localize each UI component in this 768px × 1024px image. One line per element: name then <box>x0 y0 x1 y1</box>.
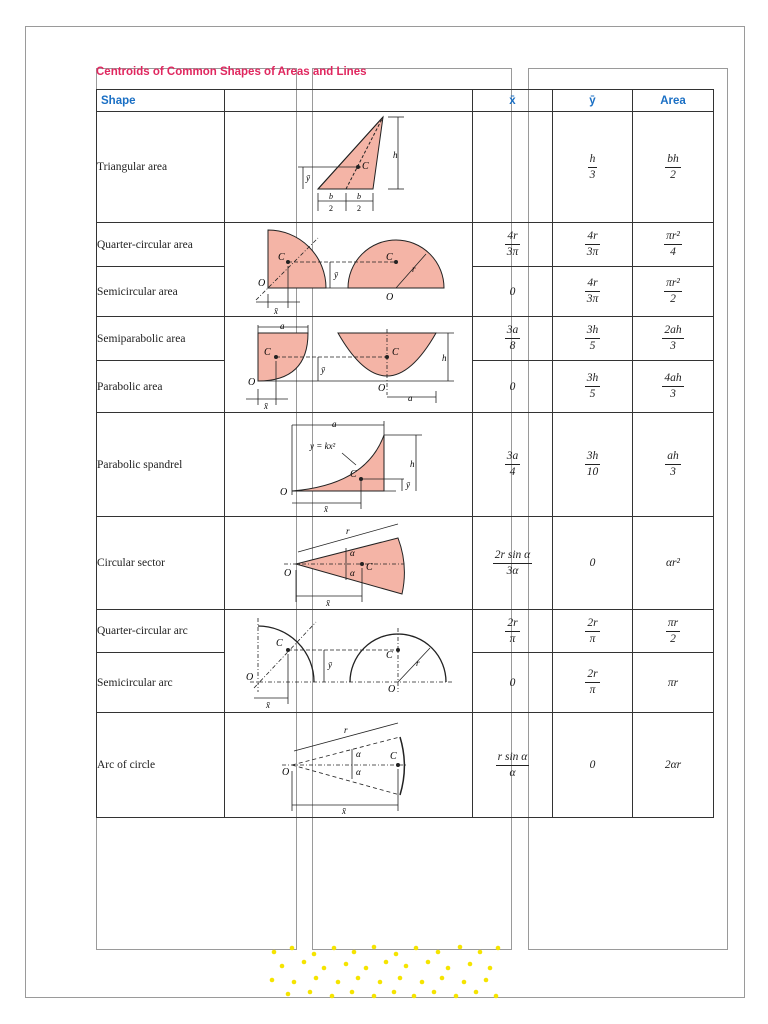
xbar-cell: $\frac{3a}{8}$ <box>473 317 553 361</box>
shape-name: Parabolic spandrel <box>97 413 225 517</box>
b-half-den-2: 2 <box>356 204 361 213</box>
centroid-table <box>96 89 714 818</box>
origin-label: O <box>387 684 395 695</box>
centroid-label: C <box>385 650 393 661</box>
ybar-label: ȳ <box>305 173 310 183</box>
a-label: a <box>407 392 412 403</box>
b-half-label-1: b <box>328 192 333 201</box>
area-cell: πr <box>633 653 714 713</box>
spandrel-figure <box>225 413 473 517</box>
area-cell: $\frac{\text{πr²}}{2}$ <box>633 267 714 317</box>
b-half-label-2: b <box>356 192 361 201</box>
ybar-cell: $\frac{3h}{5}$ <box>553 361 633 413</box>
a-label: a <box>279 320 284 331</box>
centroid-label: C <box>385 251 393 263</box>
alpha-label: α <box>355 749 361 759</box>
origin-label: O <box>279 486 287 498</box>
alpha-label: α <box>349 568 355 578</box>
centroid-label: C <box>277 251 285 263</box>
sector-figure <box>225 517 473 610</box>
curve-label: y = kx² <box>309 440 335 451</box>
radius-label: r <box>411 263 416 274</box>
origin-label: O <box>257 277 265 289</box>
ybar-cell: $\frac{3h}{5}$ <box>553 317 633 361</box>
parabolic-area-figure <box>225 317 473 413</box>
xbar-label: x̄ <box>263 400 268 411</box>
table-row <box>97 223 714 267</box>
area-cell: $\frac{4ah}{3}$ <box>633 361 714 413</box>
ybar-cell: $\frac{2r}{\pi}$ <box>553 653 633 713</box>
header-xbar: x̄ <box>473 90 553 112</box>
xbar-cell: 0 <box>473 653 553 713</box>
triangle-figure <box>225 112 473 223</box>
xbar-label: x̄ <box>341 806 346 815</box>
radius-label: r <box>343 725 348 735</box>
ybar-cell: 0 <box>553 713 633 818</box>
circular-arc-figure <box>225 610 473 713</box>
xbar-label: x̄ <box>265 700 270 710</box>
table-row <box>97 413 714 517</box>
xbar-label: x̄ <box>325 598 330 608</box>
ybar-label: ȳ <box>327 660 332 670</box>
xbar-label: x̄ <box>273 305 278 316</box>
header-area: Area <box>633 90 714 112</box>
origin-label: O <box>377 382 385 394</box>
yellow-dot-pattern <box>262 942 512 1000</box>
xbar-cell: $\frac{4r}{3\pi}$ <box>473 223 553 267</box>
header-figure <box>225 90 473 112</box>
shape-name: Triangular area <box>97 112 225 223</box>
origin-label: O <box>385 291 393 303</box>
shape-name: Semiparabolic area <box>97 317 225 361</box>
xbar-cell: 0 <box>473 361 553 413</box>
area-cell: αr² <box>633 517 714 610</box>
ybar-label: ȳ <box>320 364 325 375</box>
arc-of-circle-figure <box>225 713 473 818</box>
height-label: h <box>392 150 397 160</box>
shape-name: Quarter-circular arc <box>97 610 225 653</box>
ybar-cell: $\frac{3h}{10}$ <box>553 413 633 517</box>
shape-name: Quarter-circular area <box>97 223 225 267</box>
origin-label: O <box>281 767 289 778</box>
centroid-label: C <box>389 751 397 762</box>
shape-name: Arc of circle <box>97 713 225 818</box>
area-cell: 2αr <box>633 713 714 818</box>
ybar-cell: $\frac{4r}{3\pi}$ <box>553 223 633 267</box>
shape-name: Circular sector <box>97 517 225 610</box>
radius-label: r <box>415 658 420 668</box>
table-row <box>97 112 714 223</box>
header-ybar: ȳ <box>553 90 633 112</box>
table-row <box>97 610 714 653</box>
origin-label: O <box>283 568 291 579</box>
area-cell: $\frac{ah}{3}$ <box>633 413 714 517</box>
origin-label: O <box>247 376 255 388</box>
centroid-label: C <box>391 346 399 358</box>
xbar-cell: $\frac{\text{2r sin α}}{3\alpha}$ <box>473 517 553 610</box>
table-row <box>97 713 714 818</box>
xbar-cell: $\frac{\text{r sin α}}{\alpha}$ <box>473 713 553 818</box>
shape-name: Parabolic area <box>97 361 225 413</box>
centroid-label: C <box>365 562 373 573</box>
xbar-cell <box>473 112 553 223</box>
ybar-cell: $\frac{h}{3}$ <box>553 112 633 223</box>
height-label: h <box>441 352 446 363</box>
ybar-cell: 0 <box>553 517 633 610</box>
centroid-label: C <box>263 346 271 358</box>
shape-name: Semicircular area <box>97 267 225 317</box>
centroid-label: C <box>349 468 357 480</box>
alpha-label: α <box>349 548 355 558</box>
table-row <box>97 317 714 361</box>
header-row <box>97 90 714 112</box>
shape-name: Semicircular arc <box>97 653 225 713</box>
area-cell: $\frac{\pi r}{2}$ <box>633 610 714 653</box>
alpha-label: α <box>355 767 361 777</box>
xbar-label: x̄ <box>323 503 328 514</box>
page-title: Centroids of Common Shapes of Areas and Lines <box>96 66 367 78</box>
xbar-cell: 0 <box>473 267 553 317</box>
circular-area-figure <box>225 223 473 317</box>
ybar-label: ȳ <box>405 479 410 490</box>
area-cell: $\frac{bh}{2}$ <box>633 112 714 223</box>
height-label: h <box>409 458 414 469</box>
b-half-den-1: 2 <box>328 204 333 213</box>
xbar-cell: $\frac{2r}{\pi}$ <box>473 610 553 653</box>
origin-label: O <box>245 672 253 683</box>
area-cell: $\frac{\text{πr²}}{4}$ <box>633 223 714 267</box>
a-label: a <box>331 418 336 429</box>
ybar-label: ȳ <box>333 269 338 280</box>
centroid-label: C <box>275 638 283 649</box>
area-cell: $\frac{2ah}{3}$ <box>633 317 714 361</box>
ybar-cell: $\frac{2r}{\pi}$ <box>553 610 633 653</box>
xbar-cell: $\frac{3a}{4}$ <box>473 413 553 517</box>
header-shape: Shape <box>97 90 225 112</box>
radius-label: r <box>345 526 350 536</box>
ybar-cell: $\frac{4r}{3\pi}$ <box>553 267 633 317</box>
table-row <box>97 517 714 610</box>
centroid-label: C <box>361 161 369 172</box>
